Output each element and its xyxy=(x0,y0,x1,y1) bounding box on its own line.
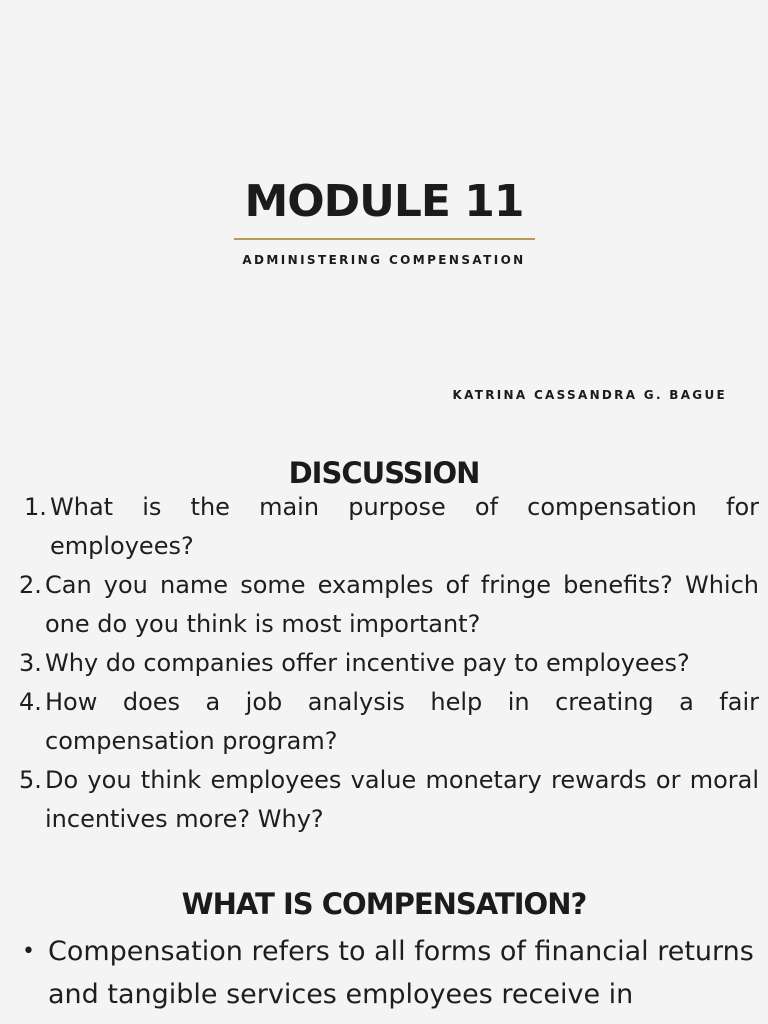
module-title: MODULE 11 xyxy=(244,176,524,227)
what-is-compensation-heading: WHAT IS COMPENSATION? xyxy=(181,887,587,921)
definition-text: Compensation refers to all forms of financial returns and tangible services employees receive in xyxy=(48,936,754,1010)
question-text: Do you think employees value monetary rewards or moral incentives more? Why? xyxy=(45,766,759,833)
title-divider xyxy=(234,238,535,240)
module-subtitle: ADMINISTERING COMPENSATION xyxy=(242,253,526,267)
question-text: Why do companies offer incentive pay to employees? xyxy=(45,649,690,677)
question-number: 2. xyxy=(19,571,42,599)
question-number: 5. xyxy=(19,766,42,794)
question-text: Can you name some examples of fringe benefits? Which one do you think is most important? xyxy=(45,571,759,638)
question-number: 1. xyxy=(24,493,47,521)
compensation-definition xyxy=(22,930,760,1016)
question-item xyxy=(19,566,759,644)
question-item xyxy=(19,761,759,839)
question-item xyxy=(19,644,759,683)
author-name: KATRINA CASSANDRA G. BAGUE xyxy=(452,388,727,402)
question-number: 3. xyxy=(19,649,42,677)
question-number: 4. xyxy=(19,688,42,716)
question-text: How does a job analysis help in creating a fair compensation program? xyxy=(45,688,759,755)
discussion-questions xyxy=(19,488,759,839)
question-item xyxy=(19,488,759,566)
question-text: What is the main purpose of compensation for employees? xyxy=(50,493,759,560)
question-item xyxy=(19,683,759,761)
discussion-heading: DISCUSSION xyxy=(288,456,480,490)
bullet-icon: • xyxy=(22,939,35,964)
